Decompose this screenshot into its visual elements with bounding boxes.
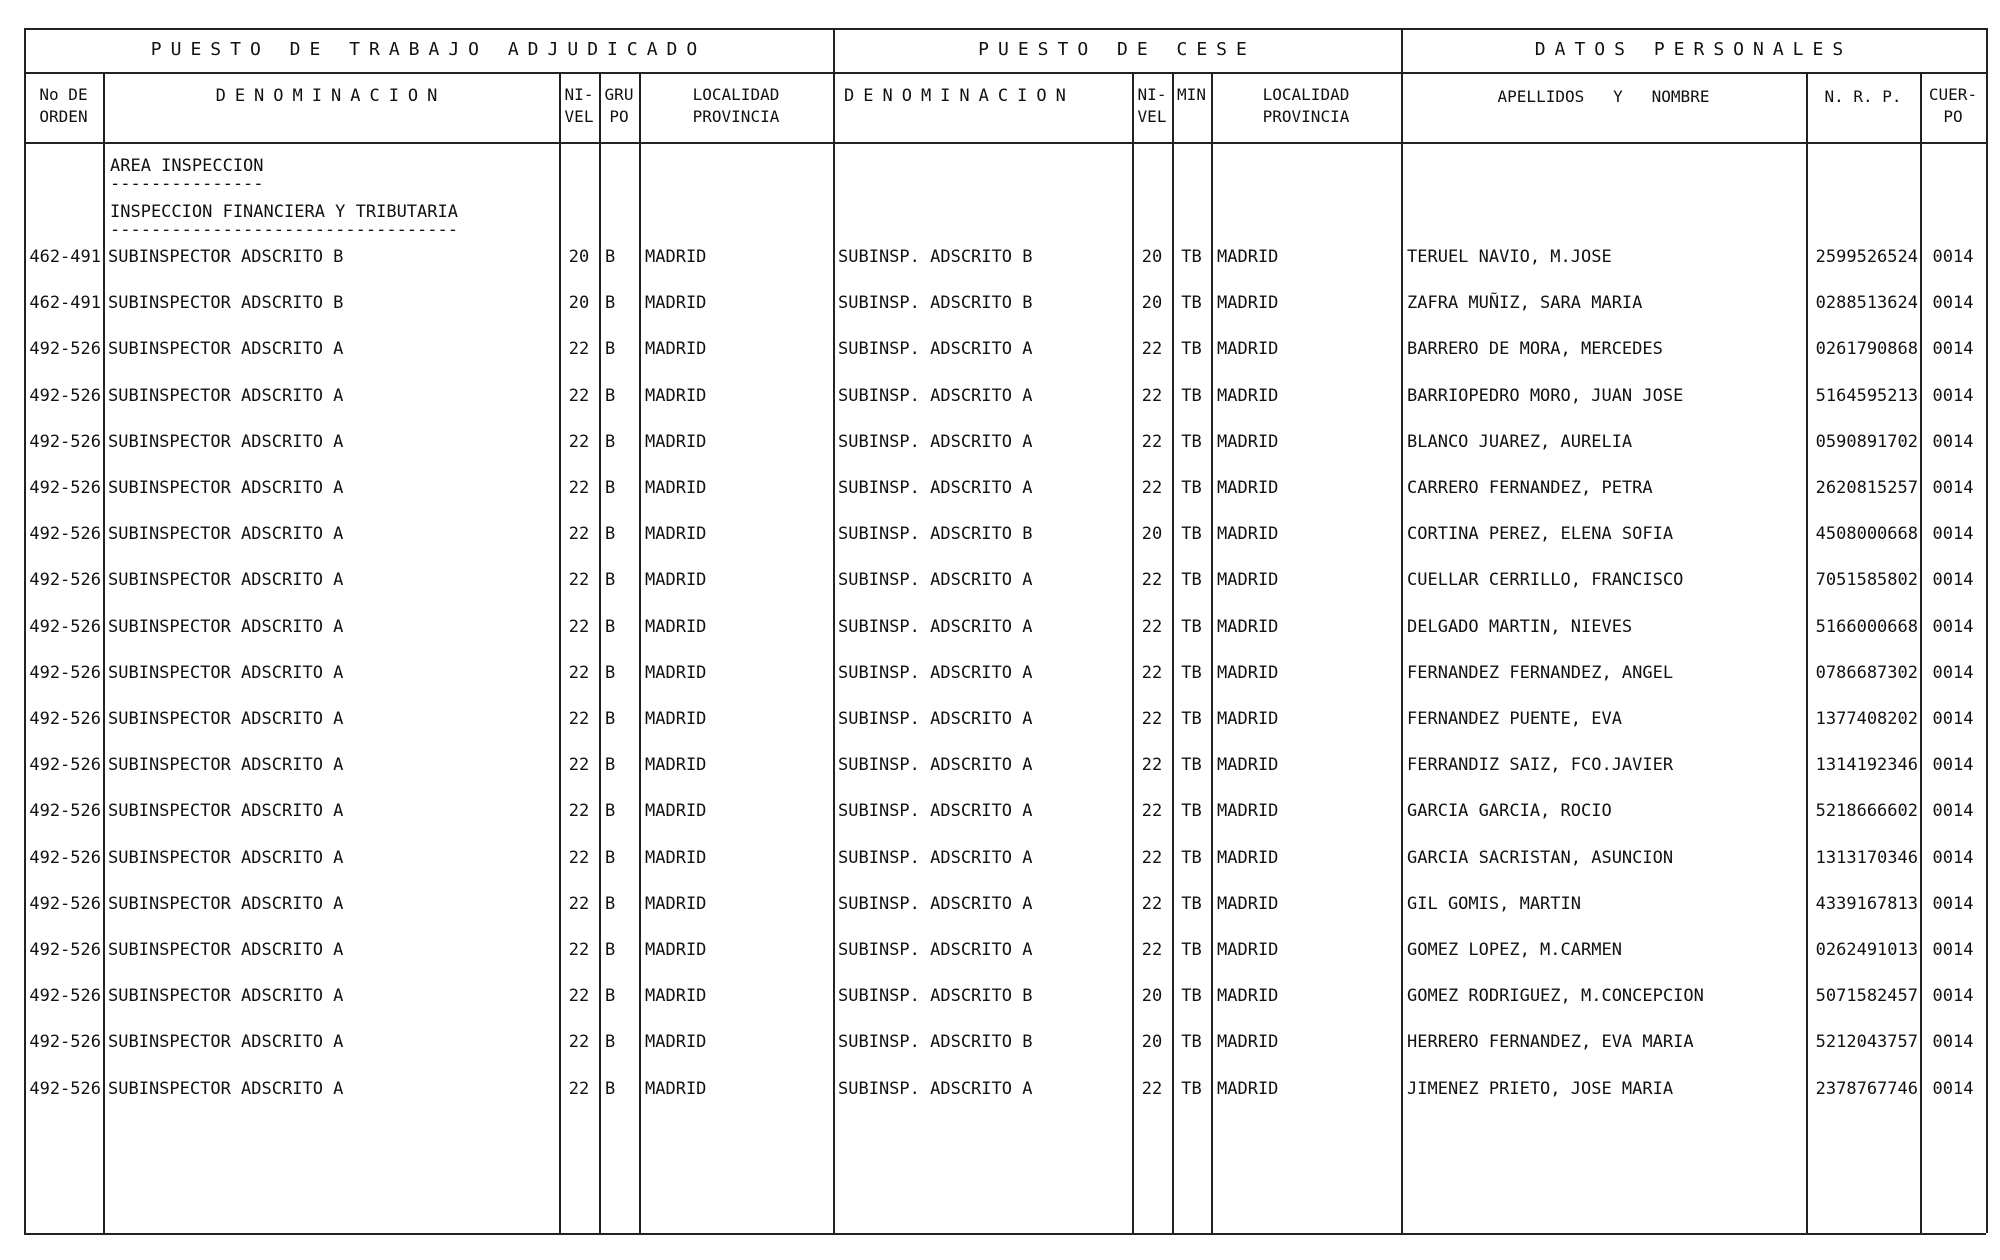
header-orden: No DE ORDEN xyxy=(39,85,88,126)
cell-cuerpo: 0014 xyxy=(1932,385,1974,406)
cell-nrp: 0261790868 xyxy=(1815,339,1918,360)
cell-cese-min: TB xyxy=(1181,1032,1202,1053)
cell-grupo: B xyxy=(605,940,616,960)
cell-localidad: MADRID xyxy=(645,986,707,1007)
cell-cese-min: TB xyxy=(1181,709,1202,729)
cell-cese-min: TB xyxy=(1181,524,1202,545)
cell-cuerpo: 0014 xyxy=(1932,339,1974,360)
cell-nivel: 22 xyxy=(568,801,590,822)
cell-cese-min: TB xyxy=(1181,893,1202,914)
cell-nivel: 20 xyxy=(568,247,590,267)
cell-cese-nivel: 22 xyxy=(1141,801,1163,822)
cell-nrp: 2599526524 xyxy=(1815,247,1918,267)
section-title-personales: DATOS PERSONALES xyxy=(1534,39,1853,60)
header-rule xyxy=(24,142,1986,144)
cell-cuerpo: 0014 xyxy=(1932,247,1974,267)
cell-nivel: 22 xyxy=(568,893,590,914)
cell-orden: 492-526 xyxy=(29,431,101,452)
cell-cese-denominacion: SUBINSP. ADSCRITO A xyxy=(838,755,1033,776)
cell-denominacion: SUBINSPECTOR ADSCRITO A xyxy=(108,570,344,591)
cell-denominacion: SUBINSPECTOR ADSCRITO A xyxy=(108,893,344,914)
cell-cese-min: TB xyxy=(1181,755,1202,776)
cell-nivel: 20 xyxy=(568,293,590,314)
cell-cese-denominacion: SUBINSP. ADSCRITO A xyxy=(838,478,1033,498)
cell-denominacion: SUBINSPECTOR ADSCRITO A xyxy=(108,431,344,452)
cell-cese-denominacion: SUBINSP. ADSCRITO B xyxy=(838,1032,1033,1053)
table-row xyxy=(24,978,1986,1014)
table-row xyxy=(24,1024,1986,1060)
cell-nivel: 22 xyxy=(568,1078,590,1099)
cell-cese-denominacion: SUBINSP. ADSCRITO A xyxy=(838,339,1033,360)
cell-cese-min: TB xyxy=(1181,431,1202,452)
cell-nivel: 22 xyxy=(568,662,590,683)
cell-apellidos-nombre: TERUEL NAVIO, M.JOSE xyxy=(1407,247,1612,267)
table-row xyxy=(24,562,1986,598)
cell-cese-nivel: 20 xyxy=(1141,293,1163,314)
cell-cese-localidad: MADRID xyxy=(1217,801,1279,822)
cell-apellidos-nombre: FERRANDIZ SAIZ, FCO.JAVIER xyxy=(1407,755,1674,776)
cell-nivel: 22 xyxy=(568,755,590,776)
cell-grupo: B xyxy=(605,570,616,591)
cell-localidad: MADRID xyxy=(645,293,707,314)
cell-nivel: 22 xyxy=(568,431,590,452)
table-row xyxy=(24,840,1986,876)
cell-orden: 492-526 xyxy=(29,339,101,360)
cell-cese-localidad: MADRID xyxy=(1217,570,1279,591)
cell-cese-nivel: 20 xyxy=(1141,986,1163,1007)
header-cese-denominacion: DENOMINACION xyxy=(844,86,1075,106)
cell-cese-min: TB xyxy=(1181,478,1202,498)
cell-cese-denominacion: SUBINSP. ADSCRITO A xyxy=(838,616,1033,637)
cell-denominacion: SUBINSPECTOR ADSCRITO B xyxy=(108,247,344,267)
cell-cuerpo: 0014 xyxy=(1932,986,1974,1007)
cell-nrp: 7051585802 xyxy=(1815,570,1918,591)
table-row xyxy=(24,793,1986,829)
section-title-cese: PUESTO DE CESE xyxy=(978,39,1256,60)
cell-grupo: B xyxy=(605,293,616,314)
cell-cese-localidad: MADRID xyxy=(1217,847,1279,868)
cell-localidad: MADRID xyxy=(645,524,707,545)
table-row xyxy=(24,655,1986,691)
cell-nivel: 22 xyxy=(568,940,590,960)
cell-cese-localidad: MADRID xyxy=(1217,709,1279,729)
cell-cese-denominacion: SUBINSP. ADSCRITO A xyxy=(838,1078,1033,1099)
table-row xyxy=(24,701,1986,737)
cell-cese-nivel: 22 xyxy=(1141,847,1163,868)
cell-localidad: MADRID xyxy=(645,847,707,868)
cell-cese-denominacion: SUBINSP. ADSCRITO A xyxy=(838,940,1033,960)
cell-apellidos-nombre: CORTINA PEREZ, ELENA SOFIA xyxy=(1407,524,1674,545)
cell-localidad: MADRID xyxy=(645,893,707,914)
cell-grupo: B xyxy=(605,1078,616,1099)
cell-nrp: 5212043757 xyxy=(1815,1032,1918,1053)
cell-orden: 492-526 xyxy=(29,1078,101,1099)
staffing-table xyxy=(24,28,1986,1233)
table-row xyxy=(24,239,1986,275)
cell-cese-nivel: 20 xyxy=(1141,1032,1163,1053)
cell-cese-denominacion: SUBINSP. ADSCRITO A xyxy=(838,709,1033,729)
cell-orden: 492-526 xyxy=(29,940,101,960)
cell-nivel: 22 xyxy=(568,709,590,729)
cell-nivel: 22 xyxy=(568,478,590,498)
cell-cese-denominacion: SUBINSP. ADSCRITO B xyxy=(838,293,1033,314)
cell-localidad: MADRID xyxy=(645,478,707,498)
cell-nrp: 1314192346 xyxy=(1815,755,1918,776)
cell-cese-localidad: MADRID xyxy=(1217,662,1279,683)
cell-cese-localidad: MADRID xyxy=(1217,431,1279,452)
cell-localidad: MADRID xyxy=(645,385,707,406)
cell-apellidos-nombre: DELGADO MARTIN, NIEVES xyxy=(1407,616,1633,637)
cell-denominacion: SUBINSPECTOR ADSCRITO A xyxy=(108,755,344,776)
cell-apellidos-nombre: HERRERO FERNANDEZ, EVA MARIA xyxy=(1407,1032,1694,1053)
cell-cese-localidad: MADRID xyxy=(1217,1078,1279,1099)
section-title-adjudicado: PUESTO DE TRABAJO ADJUDICADO xyxy=(150,39,707,60)
cell-grupo: B xyxy=(605,893,616,914)
cell-cuerpo: 0014 xyxy=(1932,524,1974,545)
cell-cese-min: TB xyxy=(1181,570,1202,591)
cell-orden: 492-526 xyxy=(29,847,101,868)
header-nivel: NI- VEL xyxy=(564,85,594,126)
cell-nrp: 5164595213 xyxy=(1815,385,1918,406)
cell-nrp: 0288513624 xyxy=(1815,293,1918,314)
cell-orden: 462-491 xyxy=(29,247,101,267)
cell-denominacion: SUBINSPECTOR ADSCRITO A xyxy=(108,847,344,868)
cell-cese-min: TB xyxy=(1181,986,1202,1007)
cell-cuerpo: 0014 xyxy=(1932,570,1974,591)
cell-denominacion: SUBINSPECTOR ADSCRITO A xyxy=(108,662,344,683)
cell-orden: 492-526 xyxy=(29,801,101,822)
cell-orden: 492-526 xyxy=(29,570,101,591)
cell-cese-denominacion: SUBINSP. ADSCRITO A xyxy=(838,801,1033,822)
cell-cese-denominacion: SUBINSP. ADSCRITO B xyxy=(838,986,1033,1007)
cell-cese-localidad: MADRID xyxy=(1217,940,1279,960)
cell-cese-nivel: 22 xyxy=(1141,662,1163,683)
cell-cese-localidad: MADRID xyxy=(1217,1032,1279,1053)
cell-cuerpo: 0014 xyxy=(1932,893,1974,914)
cell-apellidos-nombre: GOMEZ RODRIGUEZ, M.CONCEPCION xyxy=(1407,986,1704,1007)
cell-apellidos-nombre: BLANCO JUAREZ, AURELIA xyxy=(1407,431,1633,452)
cell-cese-min: TB xyxy=(1181,247,1202,267)
cell-orden: 492-526 xyxy=(29,709,101,729)
cell-denominacion: SUBINSPECTOR ADSCRITO A xyxy=(108,1078,344,1099)
cell-grupo: B xyxy=(605,986,616,1007)
cell-grupo: B xyxy=(605,339,616,360)
header-cuerpo: CUER- PO xyxy=(1928,85,1978,126)
cell-grupo: B xyxy=(605,478,616,498)
cell-cese-localidad: MADRID xyxy=(1217,986,1279,1007)
cell-cese-nivel: 22 xyxy=(1141,478,1163,498)
cell-orden: 492-526 xyxy=(29,662,101,683)
cell-nivel: 22 xyxy=(568,524,590,545)
header-localidad: LOCALIDAD PROVINCIA xyxy=(692,85,780,126)
cell-nrp: 1377408202 xyxy=(1815,709,1918,729)
table-row xyxy=(24,609,1986,645)
cell-cese-denominacion: SUBINSP. ADSCRITO A xyxy=(838,662,1033,683)
cell-nrp: 0262491013 xyxy=(1815,940,1918,960)
cell-nivel: 22 xyxy=(568,1032,590,1053)
cell-localidad: MADRID xyxy=(645,1078,707,1099)
cell-cese-nivel: 20 xyxy=(1141,524,1163,545)
cell-cese-localidad: MADRID xyxy=(1217,247,1279,267)
cell-cese-localidad: MADRID xyxy=(1217,893,1279,914)
cell-localidad: MADRID xyxy=(645,755,707,776)
cell-cuerpo: 0014 xyxy=(1932,801,1974,822)
cell-denominacion: SUBINSPECTOR ADSCRITO A xyxy=(108,339,344,360)
cell-cese-localidad: MADRID xyxy=(1217,755,1279,776)
table-row xyxy=(24,932,1986,968)
cell-cuerpo: 0014 xyxy=(1932,478,1974,498)
cell-grupo: B xyxy=(605,616,616,637)
cell-nrp: 5071582457 xyxy=(1815,986,1918,1007)
table-row xyxy=(24,470,1986,506)
cell-nrp: 5166000668 xyxy=(1815,616,1918,637)
cell-cese-localidad: MADRID xyxy=(1217,616,1279,637)
cell-apellidos-nombre: GARCIA SACRISTAN, ASUNCION xyxy=(1407,847,1674,868)
cell-grupo: B xyxy=(605,247,616,267)
table-row xyxy=(24,331,1986,367)
cell-grupo: B xyxy=(605,431,616,452)
cell-grupo: B xyxy=(605,524,616,545)
cell-cese-nivel: 22 xyxy=(1141,940,1163,960)
header-denominacion: DENOMINACION xyxy=(215,86,447,106)
cell-cese-denominacion: SUBINSP. ADSCRITO A xyxy=(838,385,1033,406)
table-row xyxy=(24,378,1986,414)
cell-cese-min: TB xyxy=(1181,801,1202,822)
cell-nivel: 22 xyxy=(568,847,590,868)
cell-nivel: 22 xyxy=(568,385,590,406)
cell-cese-min: TB xyxy=(1181,662,1202,683)
cell-cese-nivel: 22 xyxy=(1141,339,1163,360)
cell-cuerpo: 0014 xyxy=(1932,1032,1974,1053)
cell-cese-min: TB xyxy=(1181,940,1202,960)
cell-cese-denominacion: SUBINSP. ADSCRITO B xyxy=(838,247,1033,267)
cell-denominacion: SUBINSPECTOR ADSCRITO A xyxy=(108,478,344,498)
area-subtitle-underline: ---------------------------------- xyxy=(110,220,458,240)
cell-cese-nivel: 22 xyxy=(1141,616,1163,637)
cell-grupo: B xyxy=(605,385,616,406)
cell-denominacion: SUBINSPECTOR ADSCRITO A xyxy=(108,709,344,729)
cell-localidad: MADRID xyxy=(645,801,707,822)
cell-apellidos-nombre: GARCIA GARCIA, ROCIO xyxy=(1407,801,1612,822)
header-apellidos-nombre: APELLIDOS Y NOMBRE xyxy=(1497,87,1710,106)
cell-nrp: 2620815257 xyxy=(1815,478,1918,498)
table-row xyxy=(24,285,1986,321)
cell-cese-denominacion: SUBINSP. ADSCRITO A xyxy=(838,847,1033,868)
cell-nrp: 2378767746 xyxy=(1815,1078,1918,1099)
cell-denominacion: SUBINSPECTOR ADSCRITO A xyxy=(108,385,344,406)
cell-nrp: 4508000668 xyxy=(1815,524,1918,545)
cell-denominacion: SUBINSPECTOR ADSCRITO A xyxy=(108,986,344,1007)
cell-localidad: MADRID xyxy=(645,1032,707,1053)
cell-cese-denominacion: SUBINSP. ADSCRITO A xyxy=(838,431,1033,452)
column-rule xyxy=(1986,28,1988,1233)
cell-orden: 492-526 xyxy=(29,986,101,1007)
header-cese-nivel: NI- VEL xyxy=(1137,85,1167,126)
table-row xyxy=(24,516,1986,552)
cell-localidad: MADRID xyxy=(645,431,707,452)
cell-orden: 492-526 xyxy=(29,1032,101,1053)
cell-cese-localidad: MADRID xyxy=(1217,385,1279,406)
cell-nrp: 5218666602 xyxy=(1815,801,1918,822)
cell-cese-localidad: MADRID xyxy=(1217,339,1279,360)
cell-cese-min: TB xyxy=(1181,339,1202,360)
cell-nivel: 22 xyxy=(568,339,590,360)
cell-nivel: 22 xyxy=(568,616,590,637)
cell-cese-nivel: 22 xyxy=(1141,709,1163,729)
cell-cuerpo: 0014 xyxy=(1932,1078,1974,1099)
cell-cuerpo: 0014 xyxy=(1932,755,1974,776)
cell-grupo: B xyxy=(605,755,616,776)
cell-denominacion: SUBINSPECTOR ADSCRITO A xyxy=(108,940,344,960)
cell-apellidos-nombre: GIL GOMIS, MARTIN xyxy=(1407,893,1581,914)
header-grupo: GRU PO xyxy=(604,85,634,126)
cell-cuerpo: 0014 xyxy=(1932,662,1974,683)
cell-orden: 462-491 xyxy=(29,293,101,314)
cell-cese-denominacion: SUBINSP. ADSCRITO B xyxy=(838,524,1033,545)
cell-cese-min: TB xyxy=(1181,293,1202,314)
cell-orden: 492-526 xyxy=(29,478,101,498)
cell-denominacion: SUBINSPECTOR ADSCRITO B xyxy=(108,293,344,314)
table-top-rule xyxy=(24,28,1986,30)
table-row xyxy=(24,886,1986,922)
cell-localidad: MADRID xyxy=(645,662,707,683)
header-cese-min: MIN xyxy=(1177,85,1206,104)
cell-cese-min: TB xyxy=(1181,847,1202,868)
cell-orden: 492-526 xyxy=(29,893,101,914)
cell-cese-min: TB xyxy=(1181,385,1202,406)
area-subtitle: INSPECCION FINANCIERA Y TRIBUTARIA xyxy=(110,202,458,222)
cell-orden: 492-526 xyxy=(29,616,101,637)
area-title: AREA INSPECCION xyxy=(110,156,264,176)
cell-cese-nivel: 22 xyxy=(1141,570,1163,591)
cell-cuerpo: 0014 xyxy=(1932,431,1974,452)
cell-grupo: B xyxy=(605,801,616,822)
cell-nrp: 4339167813 xyxy=(1815,893,1918,914)
cell-cese-nivel: 22 xyxy=(1141,1078,1163,1099)
cell-apellidos-nombre: GOMEZ LOPEZ, M.CARMEN xyxy=(1407,940,1622,960)
cell-cese-min: TB xyxy=(1181,616,1202,637)
cell-cuerpo: 0014 xyxy=(1932,709,1974,729)
cell-orden: 492-526 xyxy=(29,385,101,406)
cell-localidad: MADRID xyxy=(645,339,707,360)
cell-apellidos-nombre: FERNANDEZ PUENTE, EVA xyxy=(1407,709,1622,729)
cell-cuerpo: 0014 xyxy=(1932,940,1974,960)
cell-grupo: B xyxy=(605,847,616,868)
area-title-underline: --------------- xyxy=(110,174,264,194)
cell-apellidos-nombre: FERNANDEZ FERNANDEZ, ANGEL xyxy=(1407,662,1674,683)
header-nrp: N. R. P. xyxy=(1824,87,1902,106)
cell-apellidos-nombre: BARRERO DE MORA, MERCEDES xyxy=(1407,339,1663,360)
cell-cuerpo: 0014 xyxy=(1932,847,1974,868)
cell-cuerpo: 0014 xyxy=(1932,616,1974,637)
table-row xyxy=(24,1071,1986,1107)
cell-cese-nivel: 22 xyxy=(1141,385,1163,406)
cell-cese-denominacion: SUBINSP. ADSCRITO A xyxy=(838,570,1033,591)
cell-nrp: 1313170346 xyxy=(1815,847,1918,868)
cell-nrp: 0590891702 xyxy=(1815,431,1918,452)
cell-grupo: B xyxy=(605,662,616,683)
cell-apellidos-nombre: CARRERO FERNANDEZ, PETRA xyxy=(1407,478,1653,498)
header-cese-localidad: LOCALIDAD PROVINCIA xyxy=(1262,85,1350,126)
cell-cuerpo: 0014 xyxy=(1932,293,1974,314)
cell-cese-nivel: 22 xyxy=(1141,755,1163,776)
cell-cese-nivel: 20 xyxy=(1141,247,1163,267)
cell-orden: 492-526 xyxy=(29,524,101,545)
cell-grupo: B xyxy=(605,1032,616,1053)
cell-localidad: MADRID xyxy=(645,940,707,960)
cell-apellidos-nombre: JIMENEZ PRIETO, JOSE MARIA xyxy=(1407,1078,1674,1099)
table-bottom-rule xyxy=(24,1233,1986,1235)
cell-denominacion: SUBINSPECTOR ADSCRITO A xyxy=(108,1032,344,1053)
cell-localidad: MADRID xyxy=(645,709,707,729)
cell-nivel: 22 xyxy=(568,986,590,1007)
cell-nivel: 22 xyxy=(568,570,590,591)
table-row xyxy=(24,424,1986,460)
cell-localidad: MADRID xyxy=(645,247,707,267)
cell-cese-nivel: 22 xyxy=(1141,893,1163,914)
cell-denominacion: SUBINSPECTOR ADSCRITO A xyxy=(108,524,344,545)
cell-apellidos-nombre: CUELLAR CERRILLO, FRANCISCO xyxy=(1407,570,1684,591)
cell-cese-min: TB xyxy=(1181,1078,1202,1099)
cell-denominacion: SUBINSPECTOR ADSCRITO A xyxy=(108,616,344,637)
cell-localidad: MADRID xyxy=(645,616,707,637)
cell-denominacion: SUBINSPECTOR ADSCRITO A xyxy=(108,801,344,822)
cell-localidad: MADRID xyxy=(645,570,707,591)
cell-cese-localidad: MADRID xyxy=(1217,524,1279,545)
cell-cese-localidad: MADRID xyxy=(1217,478,1279,498)
table-row xyxy=(24,747,1986,783)
cell-orden: 492-526 xyxy=(29,755,101,776)
cell-nrp: 0786687302 xyxy=(1815,662,1918,683)
cell-cese-localidad: MADRID xyxy=(1217,293,1279,314)
cell-cese-nivel: 22 xyxy=(1141,431,1163,452)
cell-cese-denominacion: SUBINSP. ADSCRITO A xyxy=(838,893,1033,914)
cell-grupo: B xyxy=(605,709,616,729)
section-rule xyxy=(24,72,1986,74)
cell-apellidos-nombre: ZAFRA MUÑIZ, SARA MARIA xyxy=(1407,293,1643,314)
cell-apellidos-nombre: BARRIOPEDRO MORO, JUAN JOSE xyxy=(1407,385,1684,406)
